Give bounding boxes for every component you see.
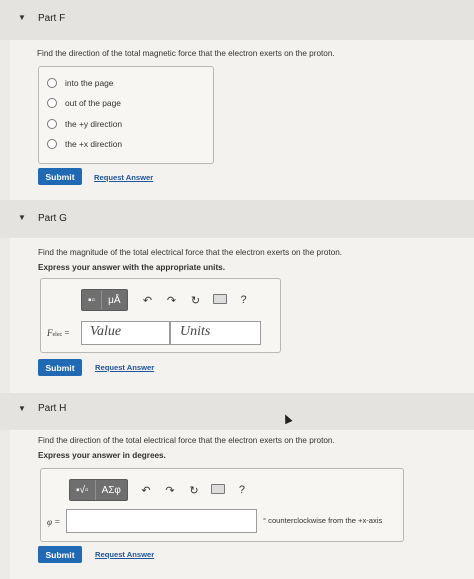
radio-button[interactable] [47,98,57,108]
reset-icon[interactable]: ↻ [190,294,201,307]
collapse-triangle-icon[interactable]: ▼ [18,213,26,222]
answer-box [40,278,281,353]
part-h-prompt: Find the direction of the total electrical force that the electron exerts on the proton. [38,436,335,445]
submit-button[interactable]: Submit [38,359,82,376]
choice-out-of-page[interactable] [47,96,121,110]
template-group [69,479,128,501]
keyboard-icon[interactable] [208,294,232,307]
part-g-title: Part G [38,213,67,224]
templates-icon[interactable]: ▪▫ [88,294,96,306]
unit-note: ° counterclockwise from the +x-axis [263,516,383,525]
choice-label: out of the page [65,98,121,108]
radio-button[interactable] [47,139,57,149]
request-answer-link[interactable]: Request Answer [95,363,155,372]
part-h-header[interactable] [0,393,474,430]
variable-subscript: elec [52,332,63,338]
equation-toolbar [81,289,256,311]
choice-label: into the page [65,78,114,88]
undo-icon[interactable]: ↶ [142,294,153,307]
value-input[interactable] [81,321,170,345]
symbols-button[interactable]: ΑΣφ [95,480,127,500]
variable-label [47,328,69,338]
choice-plus-x[interactable] [47,137,122,151]
help-icon[interactable]: ? [238,484,245,496]
units-input[interactable] [170,321,261,345]
submit-button[interactable]: Submit [38,168,82,185]
part-f-title: Part F [38,13,66,24]
part-g-prompt: Find the magnitude of the total electrical force that the electron exerts on the proton. [38,248,343,257]
part-f-header[interactable] [0,0,474,40]
choice-plus-y[interactable] [47,117,122,131]
part-h-body [10,430,474,579]
variable-label: φ = [47,517,61,527]
variable-symbol: F [47,328,53,338]
template-group [81,289,128,311]
reset-icon[interactable]: ↻ [189,484,199,497]
part-g-instruction: Express your answer with the appropriate units. [38,263,225,272]
choice-list [38,66,214,164]
part-f-body [10,40,474,200]
request-answer-link[interactable]: Request Answer [95,550,155,559]
radio-button[interactable] [47,78,57,88]
templates-icon[interactable]: ▪√▫ [76,484,89,496]
part-h-title: Part H [38,403,67,414]
answer-box [40,468,404,542]
redo-icon[interactable]: ↷ [166,294,177,307]
part-h-instruction: Express your answer in degrees. [38,451,166,460]
choice-label: the +y direction [65,119,123,129]
submit-button[interactable]: Submit [38,546,82,563]
undo-icon[interactable]: ↶ [141,484,151,497]
collapse-triangle-icon[interactable]: ▼ [18,13,26,22]
equals-sign: = [64,328,70,338]
part-f-prompt: Find the direction of the total magnetic force that the electron exerts on the proton. [37,49,335,58]
keyboard-icon[interactable] [206,484,230,497]
part-g-header[interactable] [0,200,474,238]
value-placeholder: Value [90,324,122,339]
help-icon[interactable]: ? [240,294,247,306]
redo-icon[interactable]: ↷ [165,484,175,497]
units-button[interactable]: μÅ [101,290,126,310]
angle-input[interactable] [66,509,257,533]
collapse-triangle-icon[interactable]: ▼ [18,404,26,413]
radio-button[interactable] [47,119,57,129]
equation-toolbar [69,479,254,501]
part-g-body [10,238,474,393]
request-answer-link[interactable]: Request Answer [94,173,154,182]
choice-label: the +x direction [65,139,123,149]
choice-into-page[interactable] [47,76,113,90]
units-placeholder: Units [180,324,211,339]
